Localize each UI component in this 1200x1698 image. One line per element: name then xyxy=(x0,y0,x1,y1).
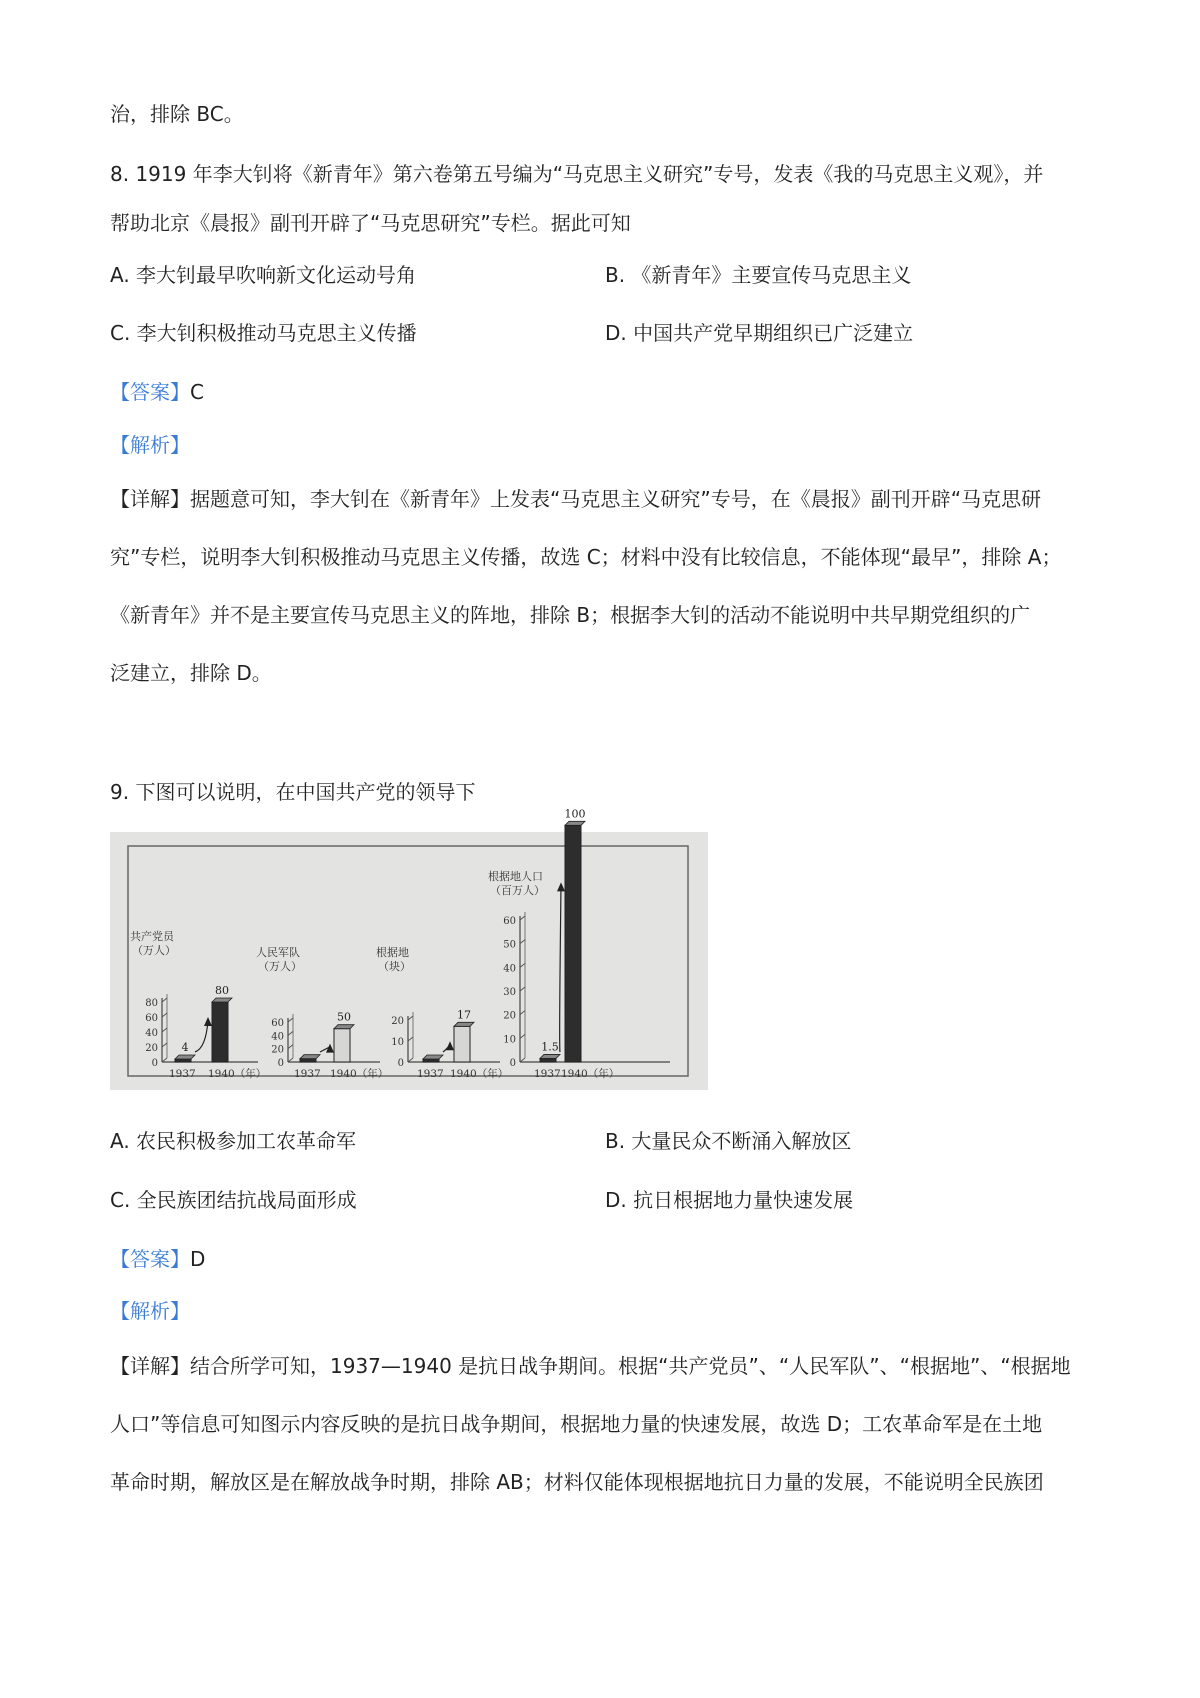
q8-stem-line-2: 帮助北京《晨报》副刊开辟了“马克思研究”专栏。据此可知 xyxy=(110,211,631,235)
chart-1-tick-label: 80 xyxy=(145,998,158,1009)
q9-option-b: B. 大量民众不断涌入解放区 xyxy=(605,1129,852,1153)
chart-4-tick-label: 20 xyxy=(503,1010,516,1022)
chart-3-tick-mark xyxy=(408,1016,413,1020)
chart-1-ylabel-unit: （万人） xyxy=(132,944,176,957)
chart-2-value-label: 50 xyxy=(337,1010,351,1024)
detail-line: 究”专栏，说明李大钊积极推动马克思主义传播，故选 C；材料中没有比较信息，不能体现“最早”，排除 A； xyxy=(110,545,1062,569)
q8-option-d: D. 中国共产党早期组织已广泛建立 xyxy=(605,321,914,345)
q9-option-d: D. 抗日根据地力量快速发展 xyxy=(605,1188,854,1212)
chart-4-tick-mark xyxy=(520,916,525,920)
chart-2-tick-mark xyxy=(288,1045,293,1049)
q8-option-a: A. 李大钊最早吹响新文化运动号角 xyxy=(110,263,417,287)
chart-2-tick-label: 60 xyxy=(271,1018,284,1029)
detail-tag: 【详解】 xyxy=(110,1354,190,1378)
q9-stem: 9. 下图可以说明，在中国共产党的领导下 xyxy=(110,780,476,804)
chart-1-tick-mark xyxy=(162,1013,167,1017)
chart-1-ylabel: 共产党员 xyxy=(130,930,174,943)
chart-4-tick-mark xyxy=(520,987,525,991)
q8-option-c: C. 李大钊积极推动马克思主义传播 xyxy=(110,321,417,345)
detail-line: 【详解】结合所学可知，1937—1940 是抗日战争期间。根据“共产党员”、“人民军队”、“根据地”、“根据地 xyxy=(110,1354,1071,1378)
chart-3-ylabel: 根据地 xyxy=(376,946,409,959)
chart-2-tick-label: 20 xyxy=(271,1044,284,1056)
detail-line: 人口”等信息可知图示内容反映的是抗日战争期间，根据地力量的快速发展，故选 D；工农革命军是在土地 xyxy=(110,1412,1043,1436)
chart-4-category-label: 1937 xyxy=(534,1068,561,1080)
chart-4-ylabel: 根据地人口 xyxy=(488,870,543,883)
chart-2-bar-2 xyxy=(334,1029,350,1062)
chart-4-tick-label: 40 xyxy=(503,963,516,975)
chart-1-tick-mark xyxy=(162,1043,167,1047)
answer-tag: 【答案】 xyxy=(110,380,190,404)
q8-stem-line-1: 8. 1919 年李大钊将《新青年》第六卷第五号编为“马克思主义研究”专号，发表《我的马克思主义观》，并 xyxy=(110,162,1044,186)
chart-3-bar-top-1 xyxy=(423,1055,443,1059)
q9-figure xyxy=(110,807,708,1090)
chart-1-tick-label: 20 xyxy=(145,1043,158,1054)
chart-3-tick-label: 10 xyxy=(391,1037,404,1048)
q9-detail xyxy=(110,1337,1090,1511)
detail-line: 【详解】据题意可知，李大钊在《新青年》上发表“马克思主义研究”专号，在《晨报》副刊开辟“马克思研 xyxy=(110,487,1042,511)
chart-3-ylabel-unit: （块） xyxy=(378,960,411,973)
chart-1-tick-label: 0 xyxy=(151,1058,158,1069)
chart-3-category-label: 1940（年） xyxy=(450,1068,509,1080)
chart-3-tick-label: 0 xyxy=(397,1058,404,1069)
chart-3-value-label: 17 xyxy=(457,1008,471,1022)
chart-4-growth-arrow xyxy=(560,885,561,1052)
chart-4-category-label: 1940（年） xyxy=(561,1068,620,1080)
chart-4-tick-label: 50 xyxy=(503,939,516,951)
chart-1-value-label: 4 xyxy=(181,1041,189,1054)
chart-2-bar-1 xyxy=(300,1059,316,1062)
chart-3-arrow-head xyxy=(446,1041,454,1050)
q8-analysis-tag: 【解析】 xyxy=(110,433,190,457)
chart-1-value-label: 80 xyxy=(215,984,229,997)
chart-1-category-label: 1940（年） xyxy=(208,1068,267,1080)
q9-answer xyxy=(110,1245,205,1273)
chart-1-tick-mark xyxy=(162,998,167,1002)
chart-4-ylabel-unit: （百万人） xyxy=(490,884,545,897)
chart-4-bar-top-1 xyxy=(540,1054,560,1058)
chart-3-category-label: 1937 xyxy=(417,1068,444,1080)
chart-1-bar-top-1 xyxy=(175,1055,195,1059)
answer-value: C xyxy=(190,380,204,404)
chart-4-tick-label: 10 xyxy=(503,1034,516,1046)
chart-4-tick-mark xyxy=(520,1011,525,1015)
chart-2-category-label: 1937 xyxy=(294,1068,321,1080)
chart-2-bar-top-2 xyxy=(334,1025,354,1029)
chart-3-bar-1 xyxy=(423,1059,439,1062)
chart-2-ylabel: 人民军队 xyxy=(256,946,300,959)
chart-3-tick-label: 20 xyxy=(391,1016,404,1027)
chart-4-tick-mark xyxy=(520,963,525,967)
detail-tag: 【详解】 xyxy=(110,487,190,511)
detail-line: 泛建立，排除 D。 xyxy=(110,661,272,685)
previous-answer-tail: 治，排除 BC。 xyxy=(110,102,244,126)
detail-line: 《新青年》并不是主要宣传马克思主义的阵地，排除 B；根据李大钊的活动不能说明中共早期党组织的广 xyxy=(110,603,1031,627)
chart-2-ylabel-unit: （万人） xyxy=(258,960,302,973)
q9-bar-charts xyxy=(110,807,708,1090)
chart-2-tick-mark xyxy=(288,1018,293,1022)
chart-1-bar-1 xyxy=(175,1059,191,1062)
chart-1-arrow-head xyxy=(204,1017,212,1026)
chart-2-category-label: 1940（年） xyxy=(330,1068,389,1080)
chart-1-bar-2 xyxy=(212,1002,228,1062)
q9-analysis-tag: 【解析】 xyxy=(110,1299,190,1323)
chart-2-tick-label: 40 xyxy=(271,1031,284,1043)
chart-1-tick-label: 60 xyxy=(145,1013,158,1024)
chart-4-tick-mark xyxy=(520,1034,525,1038)
chart-4-tick-label: 60 xyxy=(503,916,516,927)
chart-1-category-label: 1937 xyxy=(169,1068,196,1080)
q8-option-b: B. 《新青年》主要宣传马克思主义 xyxy=(605,263,912,287)
chart-1-bar-top-2 xyxy=(212,998,232,1002)
chart-1-tick-mark xyxy=(162,1028,167,1032)
chart-4-bar-2 xyxy=(565,825,581,1062)
chart-4-arrow-head xyxy=(557,882,565,891)
chart-2-bar-top-1 xyxy=(300,1055,320,1059)
answer-value: D xyxy=(190,1247,206,1271)
chart-4-value-label: 100 xyxy=(564,807,586,821)
answer-tag: 【答案】 xyxy=(110,1247,190,1271)
chart-4-bar-1 xyxy=(540,1058,556,1062)
chart-3-bar-2 xyxy=(454,1026,470,1062)
chart-2-tick-label: 0 xyxy=(277,1058,284,1069)
q8-answer xyxy=(110,378,204,406)
chart-4-value-label: 1.5 xyxy=(541,1040,559,1054)
chart-4-bar-top-2 xyxy=(565,821,585,825)
chart-1-tick-label: 40 xyxy=(145,1028,158,1039)
chart-4-tick-label: 30 xyxy=(503,987,516,998)
chart-3-tick-mark xyxy=(408,1037,413,1041)
q8-detail xyxy=(110,470,1090,702)
q9-option-c: C. 全民族团结抗战局面形成 xyxy=(110,1188,357,1212)
detail-line: 革命时期，解放区是在解放战争时期，排除 AB；材料仅能体现根据地抗日力量的发展，不能说明全民族团 xyxy=(110,1470,1044,1494)
chart-3-bar-top-2 xyxy=(454,1022,474,1026)
chart-2-tick-mark xyxy=(288,1031,293,1035)
chart-4-tick-label: 0 xyxy=(509,1058,516,1069)
q9-option-a: A. 农民积极参加工农革命军 xyxy=(110,1129,357,1153)
chart-4-tick-mark xyxy=(520,940,525,944)
